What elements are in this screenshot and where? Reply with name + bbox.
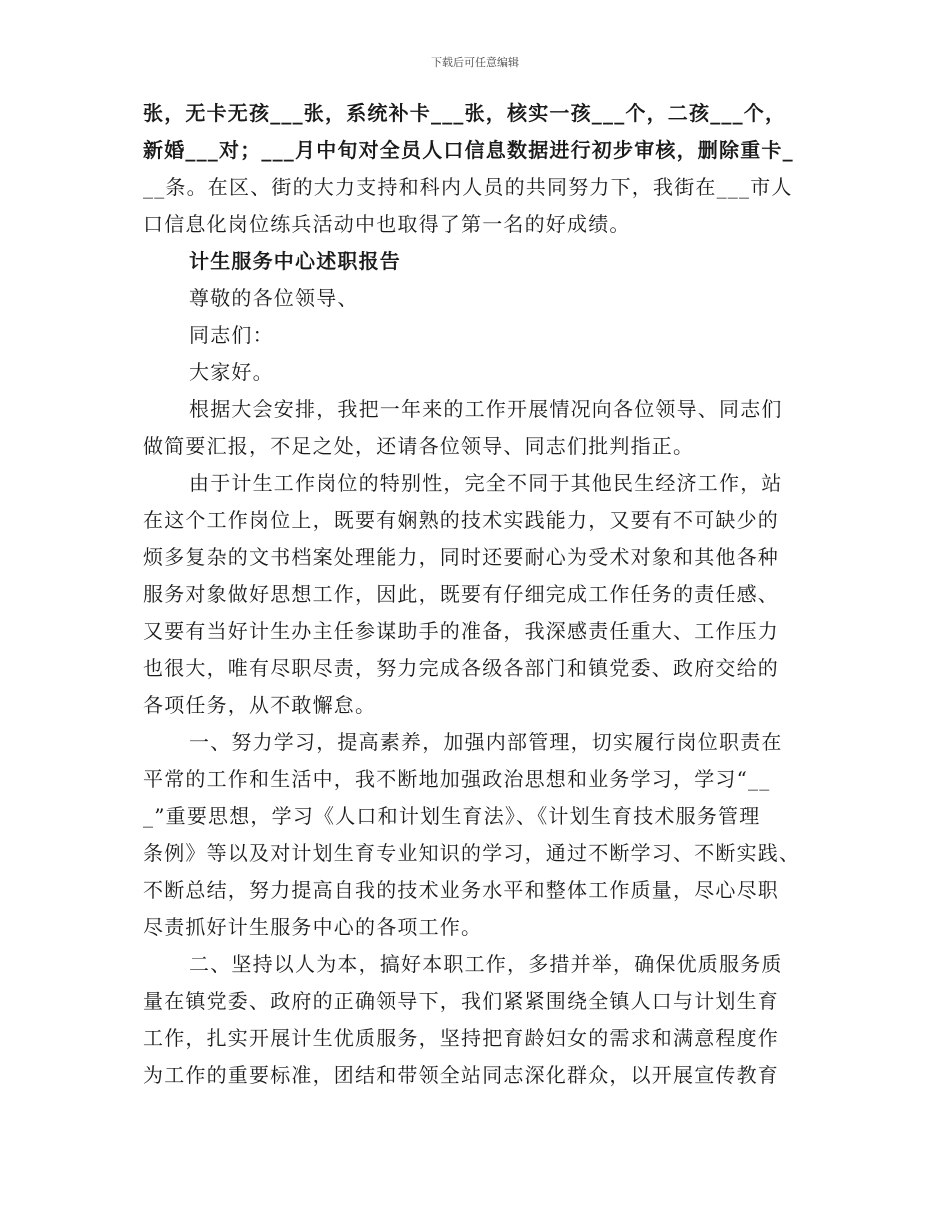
text-line: 平常的工作和生活中，我不断地加强政治思想和业务学习，学习“__ [143, 767, 771, 791]
page-header: 下载后可任意编辑 [431, 56, 519, 69]
text-line: 同志们： [189, 323, 274, 347]
text-line: 服务对象做好思想工作，因此，既要有仔细完成工作任务的责任感、 [143, 582, 779, 606]
document-body [143, 95, 815, 1094]
text-line: _”重要思想，学习《人口和计划生育法》、《计划生育技术服务管理 [143, 804, 761, 828]
text-line: 不断总结，努力提高自我的技术业务水平和整体工作质量，尽心尽职 [143, 878, 779, 902]
text-line: 新婚___对；___月中旬对全员人口信息数据进行初步审核，删除重卡_ [143, 138, 794, 162]
text-line: 各项任务，从不敢懈怠。 [143, 693, 377, 717]
text-line: 烦多复杂的文书档案处理能力，同时还要耐心为受术对象和其他各种 [143, 545, 779, 569]
text-line: 也很大，唯有尽职尽责，努力完成各级各部门和镇党委、政府交给的 [143, 656, 779, 680]
text-line: 计生服务中心述职报告 [189, 249, 401, 273]
text-line: 大家好。 [189, 360, 274, 384]
text-line: 口信息化岗位练兵活动中也取得了第一名的好成绩。 [143, 212, 631, 236]
text-line: 尊敬的各位领导、 [189, 286, 359, 310]
text-line: 做简要汇报，不足之处，还请各位领导、同志们批判指正。 [143, 434, 695, 458]
text-line: 一、努力学习，提高素养，加强内部管理，切实履行岗位职责在 [189, 730, 783, 754]
text-line: 为工作的重要标准，团结和带领全站同志深化群众，以开展宣传教育 [143, 1063, 779, 1087]
text-line: 在这个工作岗位上，既要有娴熟的技术实践能力，又要有不可缺少的 [143, 508, 779, 532]
text-line: 条例》等以及对计划生育专业知识的学习，通过不断学习、不断实践、 [143, 841, 801, 865]
text-line: 二、坚持以人为本，搞好本职工作，多措并举，确保优质服务质 [189, 952, 783, 976]
text-line: 又要有当好计生办主任参谋助手的准备，我深感责任重大、工作压力 [143, 619, 779, 643]
text-line: 工作，扎实开展计生优质服务，坚持把育龄妇女的需求和满意程度作 [143, 1026, 779, 1050]
text-line: 张，无卡无孩___张，系统补卡___张，核实一孩___个，二孩___个， [143, 101, 787, 125]
text-line: 由于计生工作岗位的特别性，完全不同于其他民生经济工作，站 [189, 471, 783, 495]
text-line: 尽责抓好计生服务中心的各项工作。 [143, 915, 483, 939]
text-line: __条。在区、街的大力支持和科内人员的共同努力下，我街在___市人 [143, 175, 793, 199]
text-line: 根据大会安排，我把一年来的工作开展情况向各位领导、同志们 [189, 397, 783, 421]
text-line: 量在镇党委、政府的正确领导下，我们紧紧围绕全镇人口与计划生育 [143, 989, 779, 1013]
